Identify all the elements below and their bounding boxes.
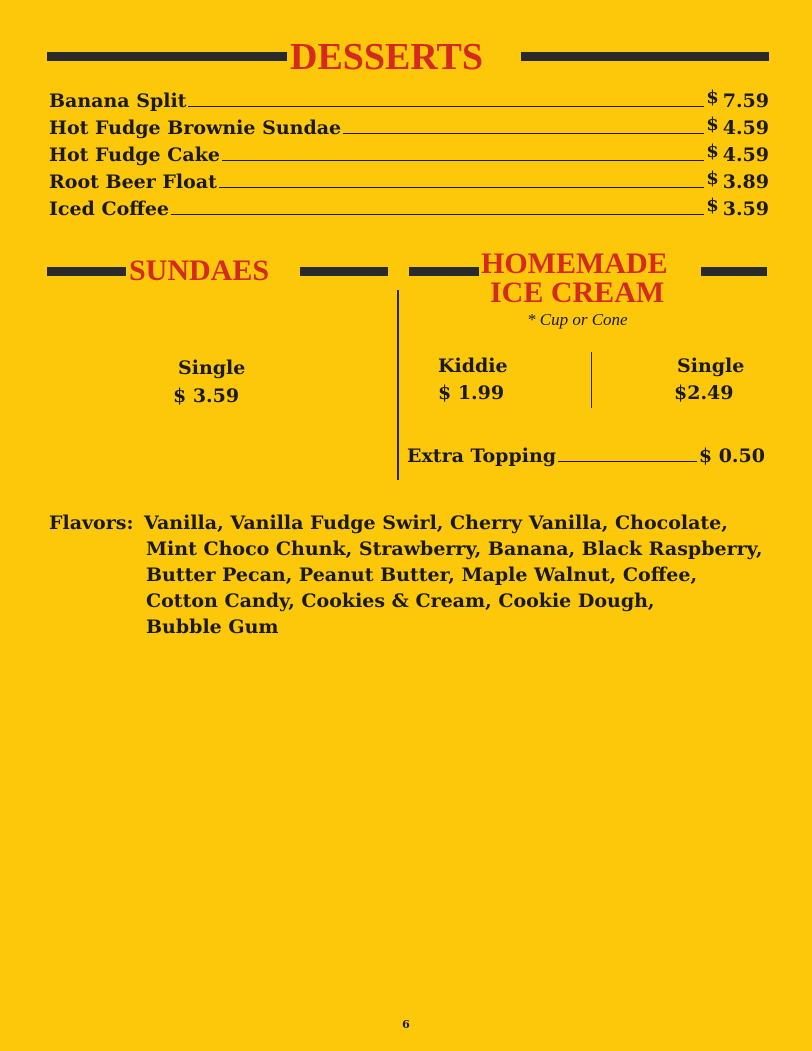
- sundaes-rule-left: [47, 267, 126, 276]
- flavors-line: Bubble Gum: [146, 616, 279, 638]
- dessert-price: $ 3.89: [706, 168, 769, 193]
- dessert-price: $ 3.59: [706, 195, 769, 220]
- ice-cream-rule-right: [701, 267, 767, 276]
- dessert-leader: [171, 214, 704, 215]
- sundaes-rule-right: [300, 267, 388, 276]
- dessert-leader: [188, 106, 704, 107]
- sundae-size-label: Single: [178, 357, 246, 379]
- single-label: Single: [677, 355, 745, 377]
- extra-topping-price: $ 0.50: [698, 445, 765, 467]
- extra-topping-label: Extra Topping: [407, 445, 557, 467]
- flavors-line: Butter Pecan, Peanut Butter, Maple Walnut, Coffee,: [146, 564, 698, 586]
- dessert-name: Root Beer Float: [49, 171, 217, 193]
- dessert-name: Hot Fudge Brownie Sundae: [49, 117, 342, 139]
- ice-cream-rule-left: [409, 267, 479, 276]
- ice-cream-note: * Cup or Cone: [527, 310, 628, 329]
- page-number: 6: [402, 1018, 410, 1031]
- dessert-name: Hot Fudge Cake: [49, 144, 220, 166]
- flavors-line: Vanilla, Vanilla Fudge Swirl, Cherry Vanilla, Chocolate,: [144, 512, 728, 534]
- dessert-item: [49, 193, 769, 220]
- dessert-price: $ 4.59: [706, 114, 769, 139]
- dessert-leader: [219, 187, 704, 188]
- dessert-name: Banana Split: [49, 90, 187, 112]
- dessert-price: $ 4.59: [706, 141, 769, 166]
- ice-cream-title-line1: HOMEMADE: [481, 247, 668, 280]
- dessert-item: [49, 85, 769, 112]
- kiddie-label: Kiddie: [438, 355, 508, 377]
- size-divider: [591, 352, 592, 408]
- kiddie-price: $ 1.99: [438, 382, 505, 404]
- flavors-line: Cotton Candy, Cookies & Cream, Cookie Dough,: [146, 590, 655, 612]
- dessert-leader: [222, 160, 704, 161]
- dessert-item: [49, 166, 769, 193]
- desserts-rule-left: [47, 52, 287, 61]
- desserts-title: DESSERTS: [290, 36, 483, 78]
- column-divider: [397, 290, 399, 480]
- ice-cream-title-line2: ICE CREAM: [490, 276, 665, 309]
- flavors-line: Mint Choco Chunk, Strawberry, Banana, Black Raspberry,: [146, 538, 763, 560]
- extra-topping-row: [407, 440, 765, 467]
- dessert-name: Iced Coffee: [49, 198, 170, 220]
- dessert-price: $ 7.59: [706, 87, 769, 112]
- dessert-item: [49, 139, 769, 166]
- extra-topping-leader: [558, 461, 697, 462]
- flavors-label: Flavors:: [49, 512, 134, 534]
- dessert-item: [49, 112, 769, 139]
- flavors-block: [49, 510, 799, 640]
- sundae-price: $ 3.59: [173, 385, 240, 407]
- single-price: $2.49: [674, 382, 734, 404]
- desserts-rule-right: [521, 52, 769, 61]
- sundaes-title: SUNDAES: [129, 254, 270, 287]
- dessert-leader: [343, 133, 704, 134]
